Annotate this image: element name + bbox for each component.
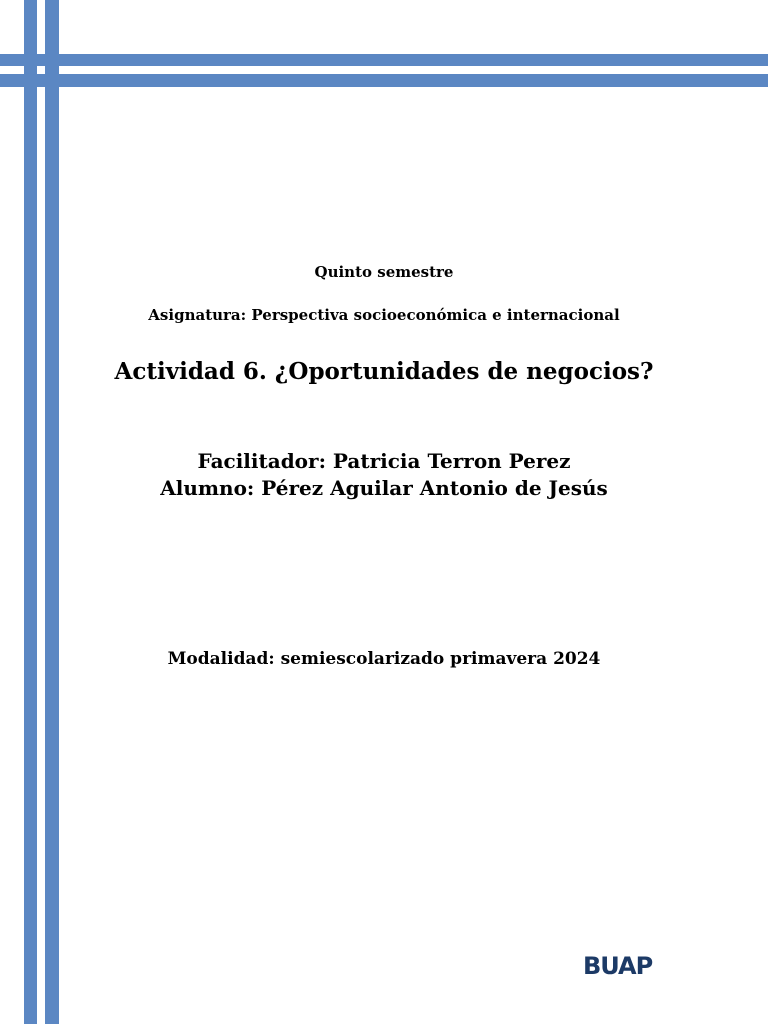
activity-title: Actividad 6. ¿Oportunidades de negocios? bbox=[114, 358, 654, 385]
vertical-stripe-right bbox=[45, 0, 59, 1024]
buap-logo: BUAP bbox=[583, 952, 653, 980]
semester-text: Quinto semestre bbox=[314, 263, 454, 281]
subject-text: Asignatura: Perspectiva socioeconómica e internacional bbox=[148, 306, 620, 324]
modality-text: Modalidad: semiescolarizado primavera 2024 bbox=[167, 649, 601, 669]
facilitator-text: Facilitador: Patricia Terron Perez bbox=[197, 449, 571, 473]
horizontal-stripe-bottom bbox=[0, 74, 768, 87]
student-text: Alumno: Pérez Aguilar Antonio de Jesús bbox=[160, 476, 608, 500]
horizontal-stripe-top bbox=[0, 54, 768, 66]
vertical-stripe-left bbox=[24, 0, 37, 1024]
